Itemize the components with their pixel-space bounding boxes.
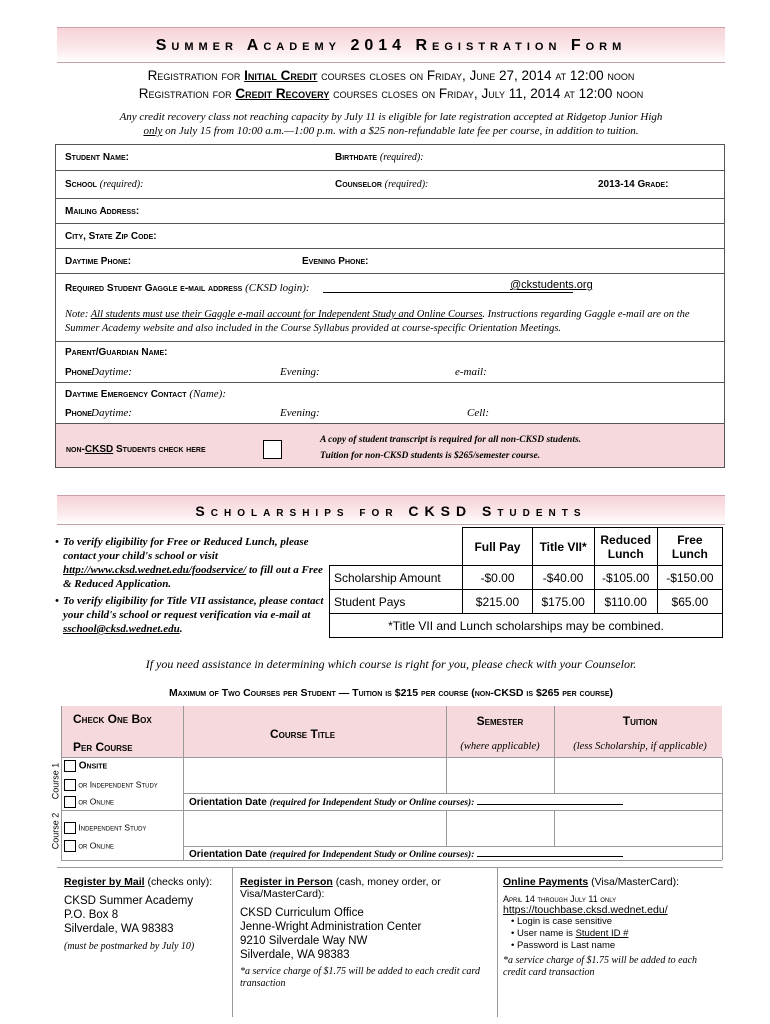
course1-onsite-option[interactable]: Onsite	[64, 760, 107, 772]
course2-online-option[interactable]: or Online	[64, 840, 114, 852]
city-state-zip-label[interactable]: City, State Zip Code:	[65, 231, 157, 242]
scholarship-info	[57, 535, 327, 636]
touchbase-link[interactable]: https://touchbase.cksd.wednet.edu/	[503, 904, 668, 916]
col-line	[183, 706, 184, 860]
mail-heading: Register by Mail	[64, 876, 145, 888]
row-name	[55, 144, 725, 171]
mail-section: Register by Mail (checks only): CKSD Summer Academy P.O. Box 8 Silverdale, WA 98383 (must be postmarked by July 10)	[64, 876, 229, 952]
col-line	[446, 811, 447, 846]
parent-daytime-field[interactable]: Daytime:	[91, 366, 132, 378]
online-heading: Online Payments	[503, 876, 589, 888]
col-line	[61, 706, 62, 860]
emergency-evening-field[interactable]: Evening:	[280, 407, 320, 419]
header-full-pay: Full Pay	[463, 528, 532, 566]
course1-independent-option[interactable]: or Independent Study	[64, 779, 158, 791]
emergency-contact-label[interactable]: Daytime Emergency Contact (Name):	[65, 388, 227, 400]
max-courses-note: Maximum of Two Courses per Student — Tuition is $215 per course (non-CKSD is $265 per course)	[169, 687, 613, 699]
row-emergency	[55, 383, 725, 403]
online-section: Online Payments (Visa/MasterCard): April 14 through July 11 only https://touchbase.cksd.wednet.edu/ • Login is case sensitive • User name is Student ID # • Password is Last name *a service charge of $1.75 will be added to each credit card transaction	[503, 876, 721, 979]
non-cksd-note: A copy of student transcript is required for all non-CKSD students. Tuition for non-CKSD students is $265/semester course.	[320, 435, 582, 461]
late-registration-note: Any credit recovery class not reaching capacity by July 11 is eligible for late registration accepted at Ridgetop Junior High only on July 15 from 10:00 a.m.—1:00 p.m. with a $25 non-refundable late fee per course, in addition to tuition.	[119, 111, 663, 137]
scholarships-title: Scholarships for CKSD Students	[57, 495, 725, 525]
bullet-lunch: • To verify eligibility for Free or Reduced Lunch, please contact your child's school or visit http://www.cksd.wednet.edu/foodservice/ to fill out a Free & Reduced Application.	[55, 536, 323, 590]
non-cksd-label: non-CKSD Students check here	[66, 444, 206, 455]
col-line	[722, 758, 723, 860]
col-line	[232, 867, 233, 1017]
header-title-vii: Title VII*	[532, 528, 594, 566]
course2-orientation-date[interactable]: Orientation Date (required for Independent Study or Online courses):	[189, 849, 623, 860]
counselor-label[interactable]: Counselor (required):	[335, 179, 429, 190]
person-section: Register in Person (cash, money order, or Visa/MasterCard): CKSD Curriculum Office Jenne-Wright Administration Center 9210 Silverdale Way NW Silverdale, WA 98383 *a service charge of $1.75 will be added to each credit card transaction	[240, 876, 495, 990]
gaggle-note: Note: All students must use their Gaggle e-mail account for Independent Study and Online Courses. Instructions regarding Gaggle e-mail are on the Summer Academy website and also included in the Course Syllabus provided at course-specific Orientation Meetings.	[65, 309, 690, 334]
col-line	[497, 867, 498, 1017]
check-one-box-heading: Check One Box	[73, 712, 152, 726]
person-service-charge-note: *a service charge of $1.75 will be added to each credit card transaction	[240, 966, 480, 989]
sschool-email-link[interactable]: sschool@cksd.wednet.edu	[63, 623, 180, 635]
mail-postmark-note: (must be postmarked by July 10)	[64, 941, 195, 952]
emergency-daytime-field[interactable]: Daytime:	[91, 407, 132, 419]
header-reduced-lunch: Reduced Lunch	[594, 528, 657, 566]
course-title-heading: Course Title	[270, 727, 336, 741]
birthdate-label[interactable]: Birthdate (required):	[335, 152, 424, 163]
grade-label[interactable]: 2013-14 Grade:	[598, 179, 669, 190]
tuition-heading: Tuition	[622, 714, 658, 728]
table-row: Student Pays $215.00 $175.00 $110.00 $65.00	[330, 590, 723, 614]
row-phones	[55, 249, 725, 274]
course-2-label: Course 2	[50, 812, 61, 850]
gaggle-email-label: Required Student Gaggle e-mail address (CKSD login):	[65, 282, 310, 294]
online-dates: April 14 through July 11 only	[503, 894, 617, 904]
counselor-assist-note: If you need assistance in determining which course is right for you, please check with your Counselor.	[145, 657, 637, 671]
col-line	[446, 706, 447, 793]
scholarship-table	[329, 527, 723, 638]
emergency-cell-field[interactable]: Cell:	[467, 407, 489, 419]
row-school	[55, 171, 725, 199]
foodservice-link[interactable]: http://www.cksd.wednet.edu/foodservice/	[63, 564, 247, 576]
bullet-title-vii: • To verify eligibility for Title VII assistance, please contact your child's school or request verification via e-mail at sschool@cksd.wednet.edu.	[55, 595, 324, 635]
form-title: Summer Academy 2014 Registration Form	[57, 27, 725, 63]
row-emergency-phone	[55, 403, 725, 424]
mailing-address-label[interactable]: Mailing Address:	[65, 206, 140, 217]
semester-heading: Semester	[476, 714, 524, 728]
per-course-heading: Per Course	[73, 740, 133, 754]
non-cksd-checkbox[interactable]	[263, 440, 282, 459]
header-free-lunch: Free Lunch	[657, 528, 722, 566]
row-parent	[55, 341, 725, 363]
evening-phone-label[interactable]: Evening Phone:	[302, 256, 369, 267]
parent-email-field[interactable]: e-mail:	[455, 366, 487, 378]
course1-orientation-date[interactable]: Orientation Date (required for Independent Study or Online courses):	[189, 797, 623, 808]
school-label[interactable]: School (required):	[65, 179, 144, 190]
row-line	[61, 810, 722, 811]
parent-phone-label: Phone	[65, 367, 92, 378]
deadline-line-2: Registration for Credit Recovery courses closes on Friday, July 11, 2014 at 12:00 noon	[138, 86, 644, 101]
scholarship-footnote: *Title VII and Lunch scholarships may be combined.	[330, 614, 723, 638]
row-line	[183, 846, 722, 847]
emergency-phone-label: Phone	[65, 408, 92, 419]
row-mailing	[55, 199, 725, 224]
semester-subheading: (where applicable)	[460, 741, 540, 752]
parent-evening-field[interactable]: Evening:	[280, 366, 320, 378]
row-email	[55, 274, 725, 300]
parent-name-label[interactable]: Parent/Guardian Name:	[65, 347, 168, 358]
daytime-phone-label[interactable]: Daytime Phone:	[65, 256, 132, 267]
course1-online-option[interactable]: or Online	[64, 796, 114, 808]
row-line	[61, 860, 722, 861]
row-city	[55, 224, 725, 249]
col-line	[554, 811, 555, 846]
email-domain: @ckstudents.org	[510, 279, 593, 291]
course-1-label: Course 1	[50, 762, 61, 800]
person-heading: Register in Person	[240, 876, 333, 888]
row-parent-phone	[55, 363, 725, 383]
online-service-charge-note: *a service charge of $1.75 will be added to each credit card transaction	[503, 955, 698, 978]
tuition-subheading: (less Scholarship, if applicable)	[573, 741, 707, 752]
row-line	[183, 793, 722, 794]
student-name-label[interactable]: Student Name:	[65, 152, 129, 163]
gaggle-email-input[interactable]	[323, 292, 573, 293]
course2-independent-option[interactable]: Independent Study	[64, 822, 146, 834]
table-row: Scholarship Amount -$0.00 -$40.00 -$105.00 -$150.00	[330, 566, 723, 590]
col-line	[554, 706, 555, 793]
deadline-line-1: Registration for Initial Credit courses closes on Friday, June 27, 2014 at 12:00 noon	[147, 68, 635, 83]
